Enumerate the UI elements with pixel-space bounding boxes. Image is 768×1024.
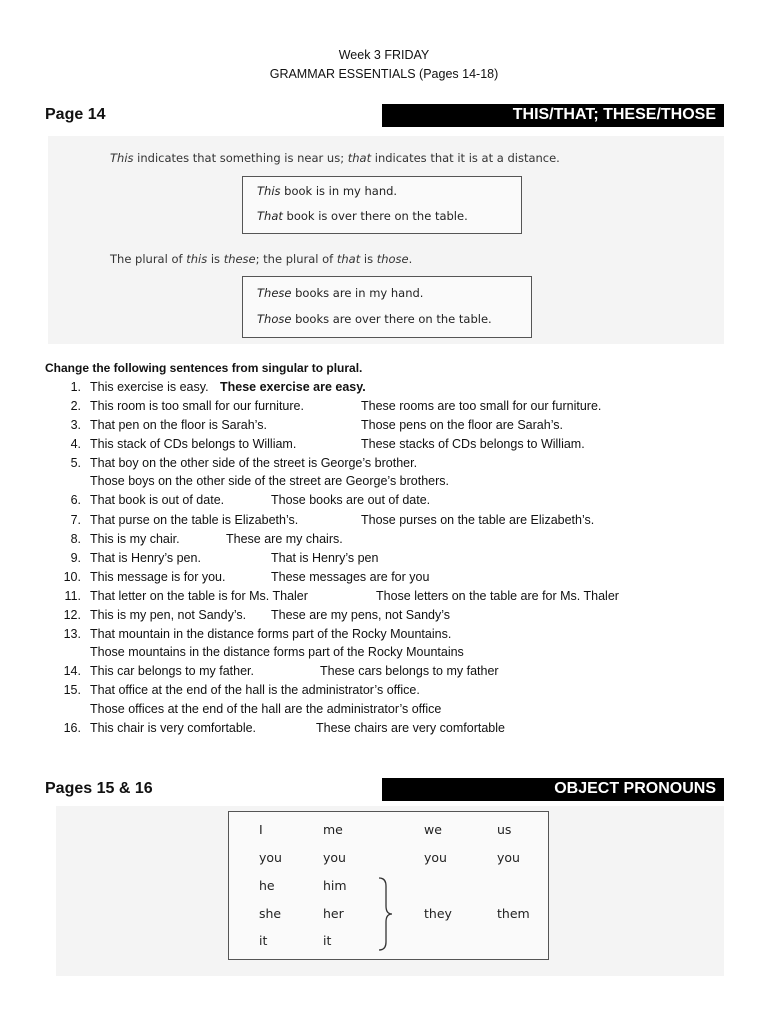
pronoun-cell: you — [259, 850, 282, 865]
list-item: 11. That letter on the table is for Ms. Thaler Those letters on the table are for Ms. Thaler — [64, 589, 619, 603]
pronoun-cell: it — [323, 933, 332, 948]
list-item: 2. This room is too small for our furniture. These rooms are too small for our furniture. — [70, 399, 602, 413]
list-item: 3. That pen on the floor is Sarah’s. Those pens on the floor are Sarah’s. — [70, 418, 563, 432]
exercise-instruction: Change the following sentences from singular to plural. — [45, 361, 363, 375]
list-item-continuation: Those boys on the other side of the street are George’s brothers. — [90, 474, 450, 488]
example-these: These books are in my hand. — [257, 286, 424, 300]
list-item: 14. This car belongs to my father. These cars belongs to my father — [63, 664, 499, 678]
list-item-continuation: Those offices at the end of the hall are the administrator’s office — [90, 702, 442, 716]
list-item: 13. That mountain in the distance forms part of the Rocky Mountains. — [63, 627, 452, 641]
example-that: That book is over there on the table. — [257, 209, 468, 223]
page-14-label: Page 14 — [45, 106, 106, 123]
this-that-banner: THIS/THAT; THESE/THOSE — [382, 104, 724, 127]
list-item: 5. That boy on the other side of the street is George’s brother. — [70, 456, 418, 470]
plural-note: The plural of this is these; the plural of that is those. — [110, 252, 413, 266]
example-box-singular — [242, 176, 522, 234]
pronoun-cell: he — [259, 878, 275, 893]
pronoun-cell: they — [424, 906, 452, 921]
pronoun-table — [228, 811, 549, 960]
pronoun-cell: her — [323, 906, 344, 921]
pronoun-cell: me — [323, 822, 343, 837]
pronoun-cell: you — [424, 850, 447, 865]
week-heading: Week 3 FRIDAY — [338, 48, 430, 62]
list-item: 1. This exercise is easy. These exercise are easy. — [70, 380, 366, 394]
example-box-plural — [242, 276, 532, 338]
list-item: 7. That purse on the table is Elizabeth’s. Those purses on the table are Elizabeth’s. — [70, 513, 595, 527]
list-item: 4. This stack of CDs belongs to William. These stacks of CDs belongs to William. — [70, 437, 585, 451]
intro-sentence: This indicates that something is near us; that indicates that it is at a distance. — [110, 151, 560, 165]
pronoun-cell: you — [323, 850, 346, 865]
list-item: 16. This chair is very comfortable. These chairs are very comfortable — [63, 721, 505, 735]
pronoun-cell: I — [259, 822, 263, 837]
pronoun-cell: she — [259, 906, 282, 921]
object-pronouns-banner: OBJECT PRONOUNS — [382, 778, 724, 801]
pronoun-cell: it — [259, 933, 268, 948]
list-item: 12. This is my pen, not Sandy’s. These are my pens, not Sandy’s — [63, 608, 451, 622]
list-item: 9. That is Henry’s pen. That is Henry’s pen — [70, 551, 379, 565]
list-item: 15. That office at the end of the hall is the administrator’s office. — [63, 683, 420, 697]
list-item: 8. This is my chair. These are my chairs. — [70, 532, 343, 546]
textbook-excerpt-demonstratives — [48, 136, 724, 344]
document-title: GRAMMAR ESSENTIALS (Pages 14-18) — [269, 67, 499, 81]
curly-brace-icon — [375, 876, 395, 952]
pronoun-cell: them — [497, 906, 530, 921]
example-those: Those books are over there on the table. — [257, 312, 492, 326]
pronoun-cell: you — [497, 850, 520, 865]
pronoun-cell: him — [323, 878, 347, 893]
pronoun-cell: we — [424, 822, 442, 837]
list-item: 10. This message is for you. These messages are for you — [63, 570, 430, 584]
example-this: This book is in my hand. — [257, 184, 398, 198]
pronoun-cell: us — [497, 822, 512, 837]
list-item-continuation: Those mountains in the distance forms part of the Rocky Mountains — [90, 645, 464, 659]
list-item: 6. That book is out of date. Those books are out of date. — [70, 493, 431, 507]
pages-15-16-label: Pages 15 & 16 — [45, 780, 153, 797]
